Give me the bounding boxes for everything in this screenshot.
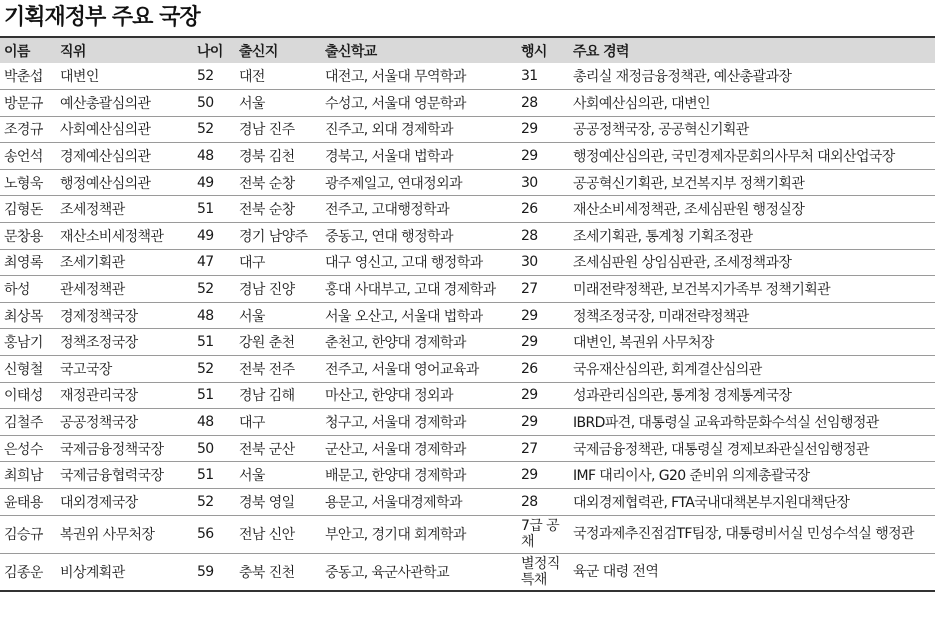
cell-career: 조세심판원 상임심판관, 조세정책과장 [573, 255, 792, 272]
cell-name: 조경규 [4, 122, 43, 139]
cell-career: 육군 대령 전역 [573, 563, 659, 580]
cell-career: 조세기획관, 통계청 기획조정관 [573, 228, 753, 245]
cell-hometown: 대구 [239, 415, 265, 432]
table-row [0, 329, 935, 356]
cell-name: 방문규 [4, 95, 43, 112]
cell-name: 김형돈 [4, 202, 43, 219]
cell-name: 김철주 [4, 415, 43, 432]
cell-exam: 29 [521, 148, 538, 165]
cell-name: 윤태용 [4, 494, 43, 511]
cell-exam: 27 [521, 281, 538, 298]
table-row [0, 276, 935, 303]
cell-age: 50 [197, 440, 214, 457]
cell-hometown: 강원 춘천 [239, 335, 295, 352]
cell-school: 춘천고, 한양대 경제학과 [325, 335, 466, 352]
cell-name: 노형욱 [4, 175, 43, 192]
cell-age: 56 [197, 526, 214, 543]
cell-exam: 별정직 특채 [521, 555, 560, 588]
cell-age: 52 [197, 281, 214, 298]
cell-career: 공공정책국장, 공공혁신기획관 [573, 122, 749, 139]
cell-exam: 7급 공채 [521, 518, 560, 551]
header-hometown: 출신지 [239, 43, 278, 60]
cell-exam: 29 [521, 387, 538, 404]
cell-career: 총리실 재정금융정책관, 예산총괄과장 [573, 69, 792, 86]
cell-name: 송언석 [4, 149, 43, 166]
cell-school: 군산고, 서울대 경제학과 [325, 441, 466, 458]
cell-school: 광주제일고, 연대정외과 [325, 175, 462, 192]
cell-position: 사회예산심의관 [60, 122, 151, 139]
cell-career: 행정예산심의관, 국민경제자문회의사무처 대외산업국장 [573, 149, 895, 166]
cell-exam: 27 [521, 440, 538, 457]
cell-exam: 30 [521, 254, 538, 271]
cell-hometown: 대구 [239, 255, 265, 272]
cell-name: 하성 [4, 282, 30, 299]
cell-position: 조세정책관 [60, 202, 125, 219]
cell-exam: 26 [521, 360, 538, 377]
cell-career: 대변인, 복권위 사무처장 [573, 335, 714, 352]
cell-career: 미래전략정책관, 보건복지가족부 정책기획관 [573, 282, 831, 299]
cell-school: 홍대 사대부고, 고대 경제학과 [325, 282, 496, 299]
table-row [0, 143, 935, 170]
cell-hometown: 서울 [239, 95, 265, 112]
cell-age: 48 [197, 148, 214, 165]
cell-exam: 30 [521, 174, 538, 191]
cell-career: 재산소비세정책관, 조세심판원 행정실장 [573, 202, 805, 219]
officials-table [0, 36, 935, 592]
cell-career: IMF 대리이사, G20 준비위 의제총괄국장 [573, 468, 810, 485]
cell-school: 수성고, 서울대 영문학과 [325, 95, 466, 112]
cell-exam: 29 [521, 334, 538, 351]
cell-name: 이태성 [4, 388, 43, 405]
table-row [0, 409, 935, 436]
cell-exam: 26 [521, 201, 538, 218]
cell-position: 재정관리국장 [60, 388, 138, 405]
cell-school: 청구고, 서울대 경제학과 [325, 415, 466, 432]
cell-hometown: 서울 [239, 468, 265, 485]
cell-career: 공공혁신기획관, 보건복지부 정책기획관 [573, 175, 805, 192]
cell-position: 국제금융정책국장 [60, 441, 164, 458]
cell-school: 서울 오산고, 서울대 법학과 [325, 308, 483, 325]
cell-hometown: 서울 [239, 308, 265, 325]
cell-school: 배문고, 한양대 경제학과 [325, 468, 466, 485]
cell-age: 48 [197, 414, 214, 431]
cell-school: 전주고, 서울대 영어교육과 [325, 361, 479, 378]
cell-exam: 29 [521, 121, 538, 138]
cell-age: 52 [197, 121, 214, 138]
cell-career: 국제금융정책관, 대통령실 경제보좌관실선임행정관 [573, 441, 869, 458]
header-school: 출신학교 [325, 43, 377, 60]
table-row [0, 223, 935, 250]
cell-school: 경북고, 서울대 법학과 [325, 149, 453, 166]
cell-position: 국고국장 [60, 361, 112, 378]
cell-position: 국제금융협력국장 [60, 468, 164, 485]
cell-age: 51 [197, 334, 214, 351]
table-title: 기획재정부 주요 국장 [4, 5, 200, 30]
cell-age: 59 [197, 563, 214, 580]
cell-hometown: 전북 군산 [239, 441, 295, 458]
cell-position: 관세정책관 [60, 282, 125, 299]
header-exam: 행시 [521, 43, 547, 60]
cell-age: 50 [197, 94, 214, 111]
cell-age: 49 [197, 174, 214, 191]
cell-career: 사회예산심의관, 대변인 [573, 95, 710, 112]
cell-age: 47 [197, 254, 214, 271]
table-row [0, 249, 935, 276]
table-row [0, 196, 935, 223]
table-row [0, 63, 935, 90]
cell-hometown: 충북 진천 [239, 564, 295, 581]
cell-age: 49 [197, 227, 214, 244]
cell-school: 진주고, 외대 경제학과 [325, 122, 453, 139]
cell-career: 정책조정국장, 미래전략정책관 [573, 308, 749, 325]
table-row [0, 489, 935, 516]
cell-age: 48 [197, 307, 214, 324]
cell-hometown: 경남 진양 [239, 282, 295, 299]
table-body [0, 63, 935, 591]
cell-age: 51 [197, 467, 214, 484]
cell-career: 국정과제추진점검TF팀장, 대통령비서실 민성수석실 행정관 [573, 526, 914, 543]
cell-age: 52 [197, 360, 214, 377]
cell-exam: 29 [521, 467, 538, 484]
cell-name: 김승규 [4, 527, 43, 544]
table-row [0, 462, 935, 489]
cell-hometown: 경북 김천 [239, 149, 295, 166]
cell-name: 박춘섭 [4, 69, 43, 86]
cell-career: IBRD파견, 대통령실 교육과학문화수석실 선임행정관 [573, 415, 879, 432]
cell-name: 홍남기 [4, 335, 43, 352]
cell-exam: 28 [521, 493, 538, 510]
cell-age: 52 [197, 68, 214, 85]
cell-hometown: 대전 [239, 69, 265, 86]
header-name: 이름 [4, 43, 30, 60]
cell-name: 문창용 [4, 228, 43, 245]
cell-school: 용문고, 서울대경제학과 [325, 494, 462, 511]
cell-hometown: 경기 남양주 [239, 228, 308, 245]
cell-hometown: 경남 김해 [239, 388, 295, 405]
header-career: 주요 경력 [573, 43, 629, 60]
cell-age: 51 [197, 387, 214, 404]
cell-age: 52 [197, 493, 214, 510]
cell-position: 경제예산심의관 [60, 149, 151, 166]
cell-position: 공공정책국장 [60, 415, 138, 432]
header-position: 직위 [60, 43, 86, 60]
cell-exam: 31 [521, 68, 538, 85]
cell-hometown: 전북 전주 [239, 361, 295, 378]
cell-school: 중동고, 육군사관학교 [325, 564, 450, 581]
cell-name: 은성수 [4, 441, 43, 458]
cell-position: 조세기획관 [60, 255, 125, 272]
cell-position: 정책조정국장 [60, 335, 138, 352]
table-row [0, 302, 935, 329]
table-row [0, 169, 935, 196]
cell-school: 전주고, 고대행정학과 [325, 202, 450, 219]
cell-exam: 28 [521, 227, 538, 244]
cell-school: 중동고, 연대 행정학과 [325, 228, 453, 245]
table-row [0, 382, 935, 409]
cell-school: 부안고, 경기대 회계학과 [325, 527, 466, 544]
cell-position: 비상계획관 [60, 564, 125, 581]
cell-age: 51 [197, 201, 214, 218]
cell-hometown: 경남 진주 [239, 122, 295, 139]
cell-position: 행정예산심의관 [60, 175, 151, 192]
cell-name: 김종운 [4, 564, 43, 581]
table-row [0, 515, 935, 553]
cell-name: 최희남 [4, 468, 43, 485]
cell-name: 최상목 [4, 308, 43, 325]
cell-school: 대전고, 서울대 무역학과 [325, 69, 466, 86]
header-age: 나이 [197, 43, 223, 60]
cell-exam: 28 [521, 94, 538, 111]
cell-hometown: 전남 신안 [239, 527, 295, 544]
cell-school: 대구 영신고, 고대 행정학과 [325, 255, 483, 272]
cell-career: 성과관리심의관, 통계청 경제통계국장 [573, 388, 792, 405]
table-header-row [0, 37, 935, 63]
cell-position: 재산소비세정책관 [60, 228, 164, 245]
cell-exam: 29 [521, 414, 538, 431]
cell-name: 신형철 [4, 361, 43, 378]
cell-hometown: 전북 순창 [239, 202, 295, 219]
table-row [0, 435, 935, 462]
table-row [0, 356, 935, 383]
cell-position: 경제정책국장 [60, 308, 138, 325]
cell-position: 복권위 사무처장 [60, 527, 155, 544]
cell-position: 예산총괄심의관 [60, 95, 151, 112]
cell-career: 국유재산심의관, 회계결산심의관 [573, 361, 762, 378]
cell-name: 최영록 [4, 255, 43, 272]
cell-hometown: 경북 영일 [239, 494, 295, 511]
table-row [0, 90, 935, 117]
table-row [0, 116, 935, 143]
cell-hometown: 전북 순창 [239, 175, 295, 192]
cell-school: 마산고, 한양대 정외과 [325, 388, 453, 405]
table-row [0, 553, 935, 591]
cell-position: 대변인 [60, 69, 99, 86]
cell-position: 대외경제국장 [60, 494, 138, 511]
cell-career: 대외경제협력관, FTA국내대책본부지원대책단장 [573, 494, 850, 511]
cell-exam: 29 [521, 307, 538, 324]
